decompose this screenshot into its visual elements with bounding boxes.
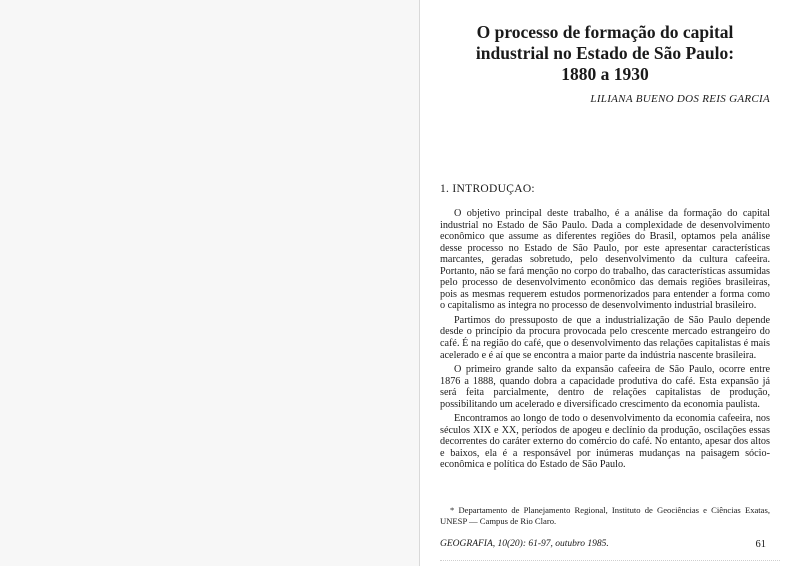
body-text: [440, 208, 770, 474]
title-line: O processo de formação do capital: [476, 22, 734, 42]
paragraph: Partimos do pressuposto de que a industrialização de São Paulo depende desde o princípio da procura provocada pelo crescente mercado estrangeiro do café. É na região do café, que o desenvolvimento das relações capitalistas é mais acelerado e é aí que se encontra a maior parte da indústria nascente brasileira.: [440, 314, 770, 361]
title-line: 1880 a 1930: [561, 64, 649, 84]
paragraph: O objetivo principal deste trabalho, é a análise da formação do capital industrial no Estado de São Paulo. Dada a complexidade de desenvolvimento econômico que assume as diferentes regiões do Brasil, optamos pela análise desse processo no Estado de São Paulo, por este apresentar características marcantes, geradas sobretudo, pelo desenvolvimento da cultura cafeeira. Portanto, não se fará menção no corpo do trabalho, das características assumidas pelo processo de desenvolvimento econômico das demais regiões brasileiras, pois as mesmas requerem estudos pormenorizados para entender a forma como o capitalismo as integra no processo de desenvolvimento industrial brasileiro.: [440, 208, 770, 312]
author-name: LILIANA BUENO DOS REIS GARCIA: [590, 93, 770, 105]
paragraph: O primeiro grande salto da expansão cafeeira de São Paulo, ocorre entre 1876 a 1888, quando dobra a capacidade produtiva do café. Esta expansão já será feita parcialmente, dentro de relações capitalistas de produção, possibilitando um acelerado e diversificado crescimento da economia paulista.: [440, 364, 770, 410]
page-number: 61: [755, 539, 766, 550]
scan-edge: [440, 560, 780, 562]
journal-reference: GEOGRAFIA, 10(20): 61-97, outubro 1985.: [440, 539, 609, 549]
footnote: * Departamento de Planejamento Regional, Instituto de Geociências e Ciências Exatas, UNESP — Campus de Rio Claro.: [440, 505, 770, 526]
title-line: industrial no Estado de São Paulo:: [475, 43, 735, 63]
section-heading: 1. INTRODUÇAO:: [440, 183, 535, 195]
paragraph: Encontramos ao longo de todo o desenvolvimento da economia cafeeira, nos séculos XIX e XX, períodos de apogeu e declínio da produção, oscilações essas decorrentes do caráter externo do comércio do café. No entanto, apesar dos altos e baixos, ela é a responsável por inúmeras mudanças na paisagem sócio-econômica e política do Estado de São Paulo.: [440, 413, 770, 471]
article-title: [440, 22, 770, 85]
page-gutter: [419, 0, 420, 566]
article-page: [440, 12, 770, 557]
